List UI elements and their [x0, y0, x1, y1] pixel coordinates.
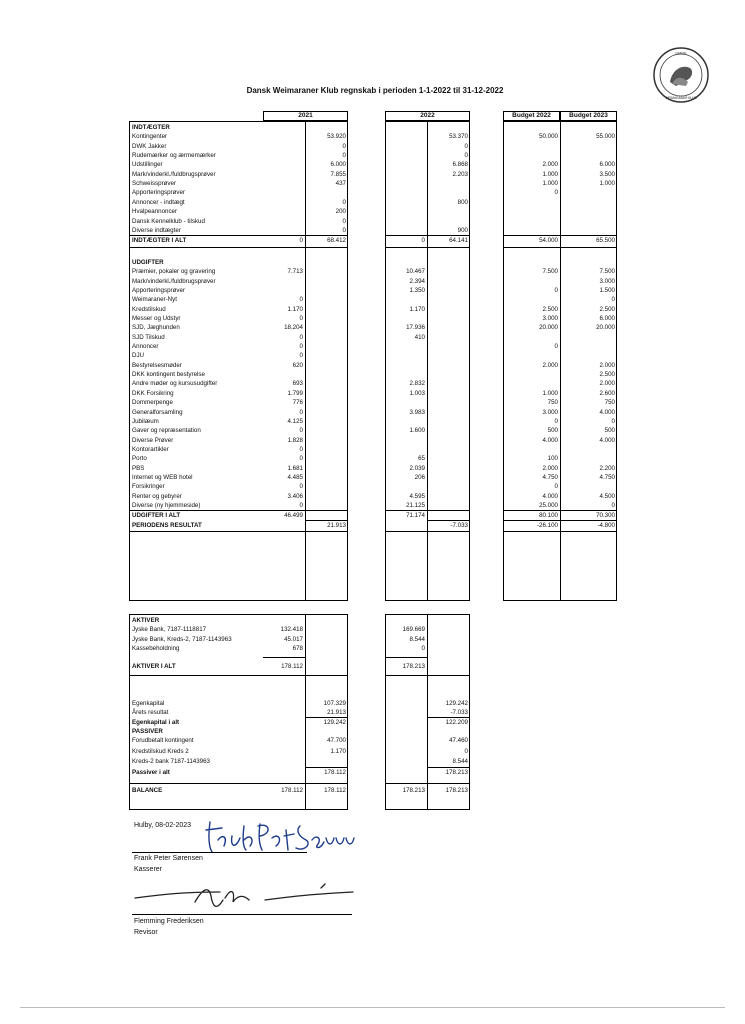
row-label: Præmier, pokaler og gravering	[132, 268, 216, 276]
cell-b2022: 0	[554, 286, 558, 294]
row-label: Internet og WEB hotel	[132, 473, 193, 481]
cell-c2022a: 8.544	[409, 635, 425, 643]
cell-c2022b: 178.213	[445, 786, 468, 794]
cell-c2022a: 65	[418, 455, 425, 463]
row-label: BALANCE	[132, 786, 163, 794]
cell-b2022: 2.000	[542, 464, 558, 472]
signer1-role: Kasserer	[134, 866, 163, 873]
cell-b2022: 500	[547, 427, 558, 435]
signer2-name: Flemming Frederiksen	[134, 918, 204, 925]
cell-b2022: 750	[547, 399, 558, 407]
cell-b2023: 500	[604, 427, 615, 435]
cell-b2023: 3.000	[599, 277, 615, 285]
cell-c2021a: 0	[299, 352, 303, 360]
row-label: Bestyrelsesmøder	[132, 361, 182, 369]
cell-c2021b: 0	[342, 142, 346, 150]
cell-c2021a: 0	[299, 445, 303, 453]
cell-b2022: 0	[554, 483, 558, 491]
cell-c2021a: 1.170	[287, 305, 303, 313]
cell-c2022a: 4.595	[409, 492, 425, 500]
cell-c2021a: 0	[299, 502, 303, 509]
cell-c2022a: 2.832	[409, 380, 425, 388]
cell-c2021a: 0	[299, 315, 303, 322]
cell-b2022: 1.000	[542, 180, 558, 188]
cell-b2022: 20.000	[539, 324, 558, 332]
cell-c2022a: 21.125	[406, 502, 425, 509]
cell-b2023: 2.500	[599, 305, 615, 313]
cell-b2023: 6.000	[599, 315, 615, 322]
cell-c2021b: 53.920	[327, 133, 346, 141]
section-header-expenses: UDGIFTER	[132, 258, 164, 266]
row-label: Årets resultat	[132, 709, 169, 717]
cell-c2021a: 4.125	[287, 417, 303, 425]
cell-c2021a: 0	[299, 427, 303, 435]
cell-c2022b: 0	[464, 152, 468, 160]
cell-b2023: 4.750	[599, 473, 615, 481]
cell-c2021a: 3.406	[287, 492, 303, 500]
cell-b2022: 1.000	[542, 389, 558, 397]
row-label: AKTIVER I ALT	[132, 663, 176, 671]
cell-c2022b: -7.033	[450, 521, 468, 529]
cell-c2022a: 178.213	[402, 786, 425, 794]
row-label: Forudbetalt kontingent	[132, 737, 194, 745]
row-label: Messer og Udstyr	[132, 315, 181, 322]
section-header-passiver: PASSIVER	[132, 727, 163, 735]
cell-c2021b: 21.913	[327, 521, 346, 529]
cell-c2022a: 0	[421, 645, 425, 653]
cell-b2023: 0	[611, 502, 615, 509]
cell-c2022b: 0	[464, 747, 468, 755]
cell-b2022: 50.000	[539, 133, 558, 141]
cell-c2022a: 206	[414, 473, 425, 481]
cell-b2022: 1.000	[542, 170, 558, 178]
cell-c2021b: 6.000	[330, 161, 346, 169]
cell-c2021b: 0	[342, 198, 346, 206]
cell-b2023: 4.500	[599, 492, 615, 500]
header-budget2022: Budget 2022	[512, 112, 551, 119]
cell-c2022b: 800	[457, 198, 468, 206]
row-label: Hvalpeannoncer	[132, 208, 178, 216]
cell-b2023: 2.000	[599, 361, 615, 369]
row-label: Andre møder og kursusudgifter	[132, 380, 218, 388]
row-label: UDGIFTER I ALT	[132, 512, 181, 520]
row-label: Mark/vinderkl./fuldbrugsprøver	[132, 170, 216, 178]
cell-c2021a: 4.485	[287, 473, 303, 481]
row-label: Kassebeholdning	[132, 645, 180, 653]
cell-c2022b: -7.033	[450, 709, 468, 717]
row-label: Apporteringsprøver	[132, 286, 185, 294]
cell-c2022b: 0	[464, 142, 468, 150]
row-label: PBS	[132, 464, 145, 472]
cell-c2021a: 1.828	[287, 436, 303, 444]
row-label: Kredstilskud Kreds 2	[132, 747, 189, 755]
cell-c2021a: 678	[292, 645, 303, 653]
cell-c2021b: 47.700	[327, 737, 346, 745]
club-logo	[652, 46, 710, 104]
cell-c2022a: 1.003	[409, 389, 425, 397]
row-label: Kontorartikler	[132, 445, 169, 453]
cell-c2022b: 8.544	[452, 757, 468, 765]
cell-b2023: 1.000	[599, 180, 615, 188]
row-label: Dansk Kennelklub - tilskud	[132, 217, 205, 225]
row-label: SJD Tilskud	[132, 333, 165, 341]
svg-text:WEIMARANER KLUB: WEIMARANER KLUB	[665, 96, 697, 100]
cell-c2021a: 1.681	[287, 464, 303, 472]
rule-line	[129, 247, 348, 248]
signature-revisor	[125, 880, 365, 915]
cell-c2022b: 178.213	[445, 769, 468, 777]
cell-c2022b: 64.141	[449, 237, 468, 245]
cell-c2021a: 132.418	[280, 626, 303, 634]
cell-c2021b: 437	[335, 180, 346, 188]
cell-b2022: 0	[554, 189, 558, 197]
section-header-income: INDTÆGTER	[132, 124, 170, 131]
cell-b2023: 1.500	[599, 286, 615, 294]
page-edge	[20, 1007, 725, 1008]
cell-b2023: -4.800	[597, 521, 615, 529]
cell-b2023: 2.600	[599, 389, 615, 397]
row-label: Generalforsamling	[132, 408, 183, 416]
cell-b2022: 3.000	[542, 408, 558, 416]
row-label: INDTÆGTER I ALT	[132, 237, 187, 245]
cell-c2021a: 45.017	[284, 635, 303, 643]
cell-b2023: 4.000	[599, 408, 615, 416]
row-label: Diverse indtægter	[132, 226, 181, 234]
row-label: PERIODENS RESULTAT	[132, 521, 202, 529]
cell-c2021b: 129.242	[323, 719, 346, 727]
cell-b2022: 0	[554, 417, 558, 425]
row-label: Kreds-2 bank 7187-1143963	[132, 757, 210, 765]
cell-c2021b: 0	[342, 217, 346, 225]
row-label: Jyske Bank, Kreds-2, 7187-1143963	[132, 635, 232, 643]
row-label: Rudemærker og ærmemærker	[132, 152, 216, 160]
cell-c2022a: 1.170	[409, 305, 425, 313]
rule-line	[385, 531, 470, 532]
cell-c2021b: 200	[335, 208, 346, 216]
cell-c2022b: 6.868	[452, 161, 468, 169]
row-label: Egenkapital i alt	[132, 719, 180, 727]
rule-line	[129, 675, 348, 676]
cell-c2021b: 21.913	[327, 709, 346, 717]
row-label: Passiver i alt	[132, 769, 170, 777]
cell-c2022a: 169.669	[402, 626, 425, 634]
row-label: DKK kontingent bestyrelse	[132, 371, 205, 379]
signature-line	[132, 852, 307, 853]
row-label: DKK Forsikring	[132, 389, 174, 397]
cell-c2021b: 0	[342, 152, 346, 160]
cell-b2023: 2.500	[599, 371, 615, 379]
section-header-assets: AKTIVER	[132, 617, 160, 624]
cell-b2022: 7.500	[542, 268, 558, 276]
row-label: Mark/vinderkl./fuldbrugsprøver	[132, 277, 216, 285]
row-label: Egenkapital	[132, 699, 165, 707]
cell-b2022: 54.000	[539, 237, 558, 245]
header-2021: 2021	[298, 112, 313, 119]
cell-c2022a: 2.039	[409, 464, 425, 472]
header-budget2023: Budget 2023	[569, 112, 608, 119]
rule-line	[129, 531, 348, 532]
signer2-role: Revisor	[134, 929, 158, 936]
cell-c2022a: 0	[421, 237, 425, 245]
cell-c2022a: 3.983	[409, 408, 425, 416]
cell-c2022a: 10.467	[406, 268, 425, 276]
rule-line	[263, 657, 305, 658]
rule-line	[129, 783, 348, 784]
cell-c2021b: 1.170	[330, 747, 346, 755]
cell-c2021a: 178.112	[281, 786, 303, 794]
cell-b2023: 7.500	[599, 268, 615, 276]
cell-b2023: 2.000	[599, 380, 615, 388]
cell-b2023: 70.300	[596, 512, 615, 520]
cell-c2021a: 178.112	[281, 663, 303, 671]
cell-b2022: 2.000	[542, 361, 558, 369]
cell-b2023: 4.000	[599, 436, 615, 444]
cell-c2021a: 46.499	[284, 512, 303, 520]
row-label: Weimaraner-Nyt	[132, 296, 177, 304]
cell-c2021a: 0	[299, 483, 303, 491]
cell-c2021a: 0	[299, 408, 303, 416]
cell-b2022: 25.000	[539, 502, 558, 509]
row-label: Renter og gebyrer	[132, 492, 182, 500]
cell-c2022a: 1.600	[409, 427, 425, 435]
row-label: Jubilæum	[132, 417, 159, 425]
cell-c2021a: 0	[299, 333, 303, 341]
row-label: Diverse Prøver	[132, 436, 174, 444]
cell-c2022b: 2.203	[452, 170, 468, 178]
signature-line	[132, 914, 352, 915]
rule-line	[385, 657, 427, 658]
row-label: Kontingenter	[132, 133, 168, 141]
cell-c2021a: 7.713	[287, 268, 303, 276]
cell-c2021b: 7.855	[330, 170, 346, 178]
row-label: Schweissprøver	[132, 180, 177, 188]
cell-c2022b: 122.209	[445, 719, 468, 727]
row-label: SJD, Jæghunden	[132, 324, 180, 332]
cell-b2023: 65.500	[596, 237, 615, 245]
page-title: Dansk Weimaraner Klub regnskab i perioden 1-1-2022 til 31-12-2022	[246, 86, 504, 95]
cell-c2021b: 68.412	[327, 237, 346, 245]
cell-c2022b: 53.370	[449, 133, 468, 141]
cell-c2022a: 1.350	[409, 286, 425, 294]
cell-c2021b: 178.112	[324, 769, 346, 777]
cell-b2023: 750	[604, 399, 615, 407]
cell-b2022: 3.000	[542, 315, 558, 322]
row-label: DJU	[132, 352, 145, 360]
row-label: Gaver og repræsentation	[132, 427, 201, 435]
row-label: Udstillinger	[132, 161, 163, 169]
rule-line	[385, 675, 470, 676]
cell-b2023: 0	[611, 417, 615, 425]
row-label: Forsikringer	[132, 483, 165, 491]
cell-b2023: 0	[611, 296, 615, 304]
cell-c2022a: 17.936	[406, 324, 425, 332]
row-label: Dommerpenge	[132, 399, 173, 407]
cell-b2023: 55.000	[596, 133, 615, 141]
rule-line	[503, 531, 617, 532]
row-label: Porto	[132, 455, 147, 463]
cell-c2022a: 2.394	[409, 277, 425, 285]
cell-b2022: 4.750	[542, 473, 558, 481]
cell-c2022b: 47.460	[449, 737, 468, 745]
cell-b2022: 100	[547, 455, 558, 463]
rule-line	[385, 783, 470, 784]
cell-c2021a: 0	[299, 296, 303, 304]
cell-b2022: 4.000	[542, 436, 558, 444]
cell-b2023: 2.200	[599, 464, 615, 472]
cell-c2021a: 776	[292, 399, 303, 407]
cell-b2022: 2.000	[542, 161, 558, 169]
cell-b2022: 2.500	[542, 305, 558, 313]
cell-b2022: 4.000	[542, 492, 558, 500]
cell-c2022b: 129.242	[445, 699, 468, 707]
place-date: Hulby, 08-02-2023	[134, 822, 192, 829]
cell-b2023: 6.000	[599, 161, 615, 169]
rule-line	[503, 247, 617, 248]
cell-c2021a: 0	[299, 343, 303, 351]
cell-b2023: 3.500	[599, 170, 615, 178]
rule-line	[385, 247, 470, 248]
cell-b2022: 80.100	[539, 512, 558, 520]
cell-c2021b: 178.112	[324, 786, 346, 794]
cell-c2022a: 71.174	[406, 512, 425, 520]
row-label: Apporteringsprøver	[132, 189, 185, 197]
cell-b2022: -26.100	[537, 521, 558, 529]
cell-c2021a: 18.204	[284, 324, 303, 332]
signer1-name: Frank Peter Sørensen	[134, 855, 203, 862]
row-label: DWK Jakker	[132, 142, 167, 150]
svg-text:DANSK: DANSK	[675, 51, 687, 56]
row-label: Diverse (ny hjemmeside)	[132, 502, 201, 509]
cell-c2021a: 0	[299, 455, 303, 463]
cell-c2021a: 620	[292, 361, 303, 369]
row-label: Annoncer - indtægt	[132, 198, 185, 206]
cell-c2021b: 0	[342, 226, 346, 234]
row-label: Kredstilskud	[132, 305, 166, 313]
cell-b2023: 20.000	[596, 324, 615, 332]
cell-c2022a: 178.213	[402, 663, 425, 671]
cell-c2022a: 410	[414, 333, 425, 341]
cell-b2022: 0	[554, 343, 558, 351]
cell-c2021a: 693	[292, 380, 303, 388]
cell-c2021a: 0	[299, 237, 303, 245]
cell-c2021b: 107.329	[323, 699, 346, 707]
cell-c2022b: 900	[457, 226, 468, 234]
row-label: Jyske Bank, 7187-1118817	[132, 626, 207, 634]
cell-c2021a: 1.799	[287, 389, 303, 397]
row-label: Annoncer	[132, 343, 159, 351]
signature-kasserer	[200, 812, 360, 862]
header-2022: 2022	[420, 112, 435, 119]
